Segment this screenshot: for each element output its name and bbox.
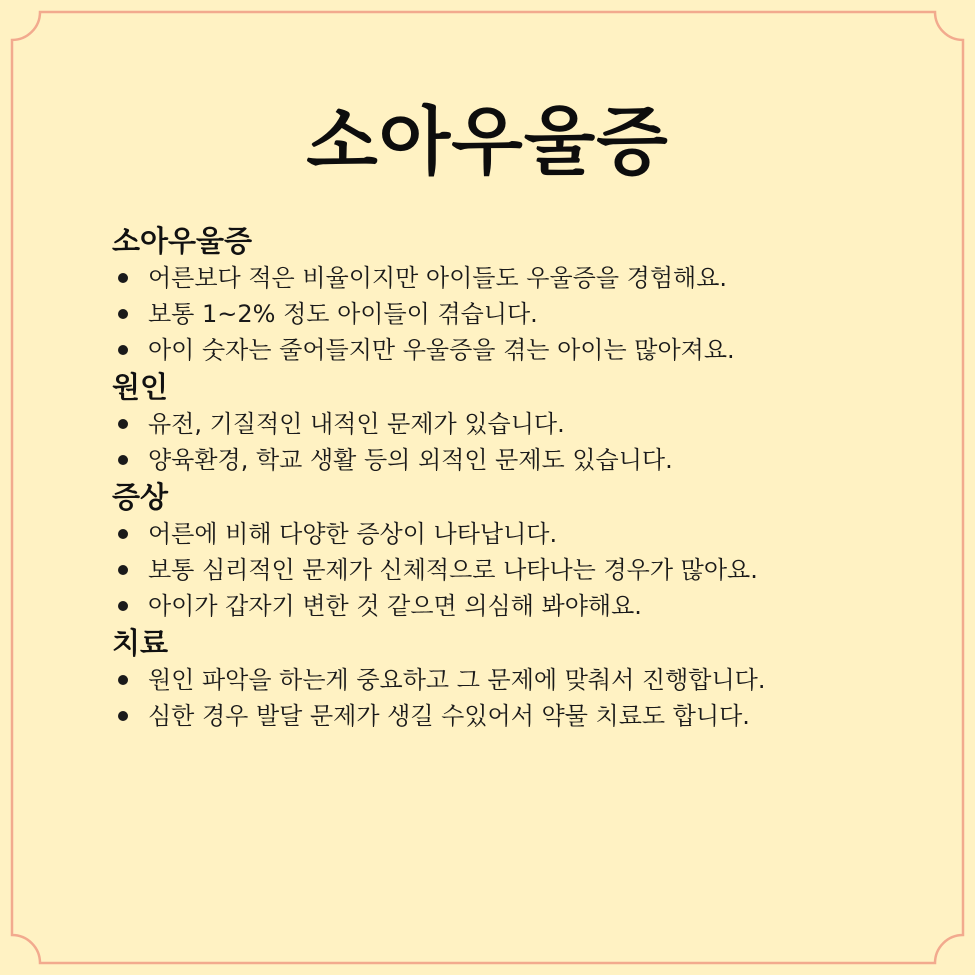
bullet-icon [118, 529, 128, 539]
section-heading-overview: 소아우울증 [112, 224, 253, 258]
list-item [112, 332, 892, 368]
list-item-text: 양육환경, 학교 생활 등의 외적인 문제도 있습니다. [148, 446, 673, 474]
bullet-icon [118, 345, 128, 355]
list-item-text: 어른보다 적은 비율이지만 아이들도 우울증을 경험해요. [148, 264, 728, 292]
list-item-text: 보통 1~2% 정도 아이들이 겪습니다. [148, 300, 538, 328]
bullet-icon [118, 675, 128, 685]
list-item [112, 260, 892, 296]
list-item [112, 588, 892, 624]
list-item [112, 442, 892, 478]
bullet-icon [118, 419, 128, 429]
list-item-text: 어른에 비해 다양한 증상이 나타납니다. [148, 520, 558, 548]
list-item [112, 516, 892, 552]
list-item-text: 아이가 갑자기 변한 것 같으면 의심해 봐야해요. [148, 592, 642, 620]
list-item-text: 원인 파악을 하는게 중요하고 그 문제에 맞춰서 진행합니다. [148, 666, 766, 694]
page-title: 소아우울증 [306, 99, 669, 185]
bullet-icon [118, 565, 128, 575]
list-item [112, 296, 892, 332]
section-heading-symptoms: 증상 [112, 480, 169, 514]
section-symptoms [112, 478, 892, 624]
content-body [112, 222, 892, 734]
list-item [112, 406, 892, 442]
section-heading-cause: 원인 [112, 370, 169, 404]
list-item [112, 662, 892, 698]
bullet-icon [118, 273, 128, 283]
list-item-text: 심한 경우 발달 문제가 생길 수있어서 약물 치료도 합니다. [148, 702, 750, 730]
list-item [112, 552, 892, 588]
bullet-icon [118, 601, 128, 611]
list-item-text: 보통 심리적인 문제가 신체적으로 나타나는 경우가 많아요. [148, 556, 758, 584]
list-item [112, 698, 892, 734]
list-item-text: 아이 숫자는 줄어들지만 우울증을 겪는 아이는 많아져요. [148, 336, 735, 364]
section-treatment [112, 624, 892, 734]
bullet-icon [118, 309, 128, 319]
bullet-icon [118, 711, 128, 721]
list-item-text: 유전, 기질적인 내적인 문제가 있습니다. [148, 410, 565, 438]
section-overview [112, 222, 892, 368]
bullet-icon [118, 455, 128, 465]
section-heading-treatment: 치료 [112, 626, 169, 660]
section-cause [112, 368, 892, 478]
